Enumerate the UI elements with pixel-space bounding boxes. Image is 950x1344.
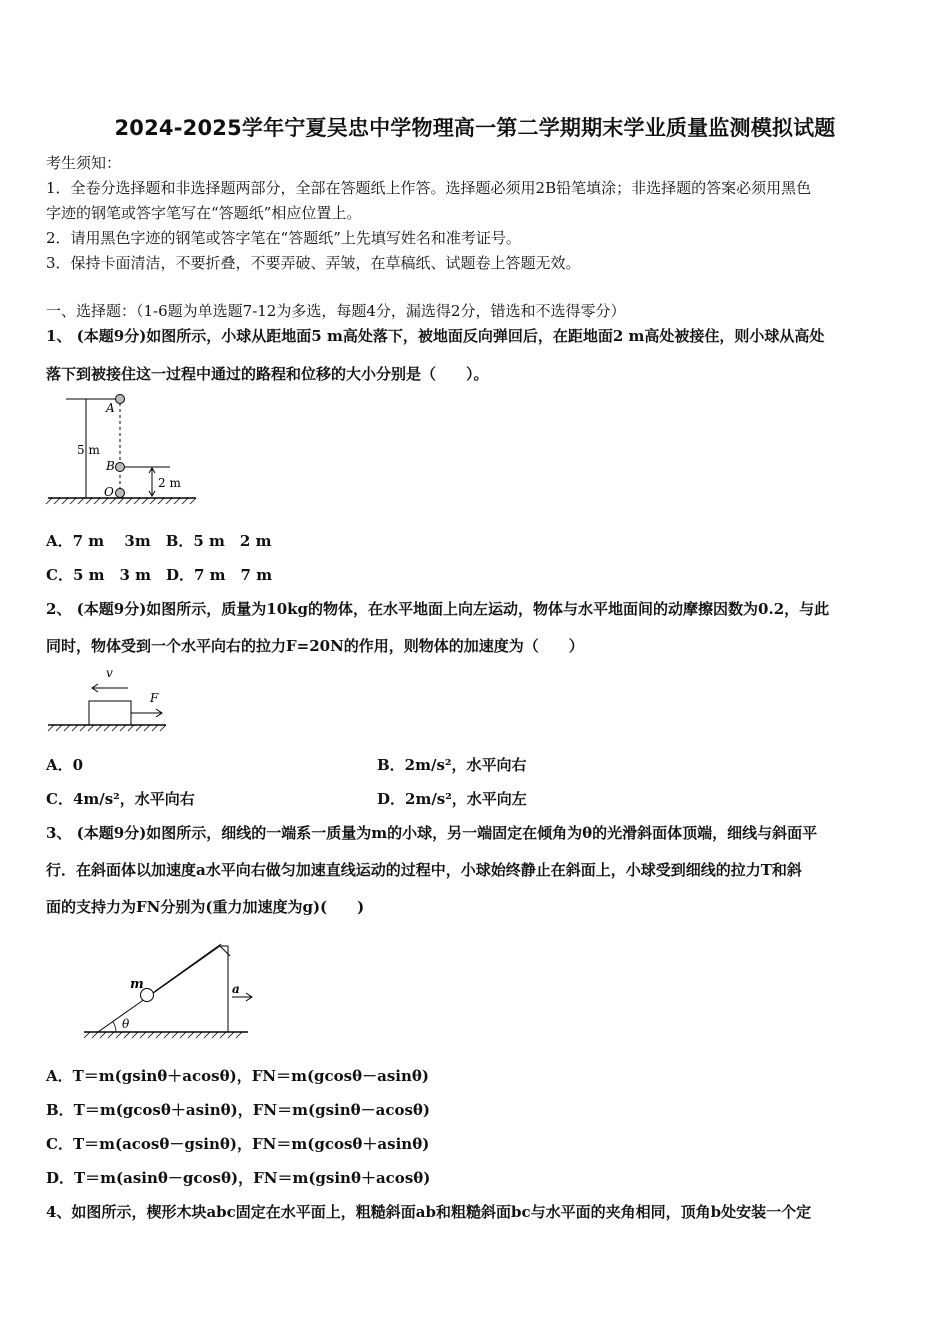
- notice-item: 2．请用黑色字迹的钢笔或答字笔在“答题纸”上先填写姓名和准考证号。: [46, 229, 521, 247]
- q1-text: 1、 (本题9分)如图所示，小球从距地面5 m高处落下，被地面反向弹回后，在距地面2 m高处被接住，则小球从高处: [46, 327, 825, 345]
- q4-text: 4、如图所示，楔形木块abc固定在水平面上，粗糙斜面ab和粗糙斜面bc与水平面的夹角相同，顶角b处安装一个定: [46, 1203, 812, 1221]
- q3-option-c: C．T＝m(acosθ－gsinθ)，FN＝m(gcosθ＋asinθ): [46, 1135, 430, 1153]
- q1-label-b: B: [106, 459, 115, 473]
- q2-option-a: A．0: [46, 756, 84, 774]
- q1-label-a: A: [106, 401, 115, 415]
- q1-label-o: O: [104, 485, 114, 499]
- notice-item: 字迹的钢笔或答字笔写在“答题纸”相应位置上。: [46, 204, 362, 222]
- q3-option-d: D．T＝m(asinθ－gcosθ)，FN＝m(gsinθ＋acosθ): [46, 1169, 431, 1187]
- q3-label-theta: θ: [122, 1017, 130, 1031]
- q2-text: 2、 (本题9分)如图所示，质量为10kg的物体，在水平地面上向左运动，物体与水平地面间的动摩擦因数为0.2，与此: [46, 600, 830, 618]
- notice-item: 3．保持卡面清洁，不要折叠，不要弄破、弄皱，在草稿纸、试题卷上答题无效。: [46, 254, 581, 272]
- q2-option-b: B．2m/s²，水平向右: [377, 756, 527, 774]
- q1-label-2m: 2 m: [158, 476, 181, 490]
- q2-label-v: v: [106, 666, 113, 680]
- q1-text: 落下到被接住这一过程中通过的路程和位移的大小分别是（ ）。: [46, 365, 489, 383]
- q2-text: 同时，物体受到一个水平向右的拉力F=20N的作用，则物体的加速度为（ ）: [46, 637, 584, 655]
- q3-label-a: a: [232, 982, 240, 996]
- q1-label-5m: 5 m: [77, 443, 100, 457]
- q3-option-b: B．T＝m(gcosθ＋asinθ)，FN＝m(gsinθ－acosθ): [46, 1101, 431, 1119]
- q2-option-c: C．4m/s²，水平向右: [46, 790, 195, 808]
- q1-figure: [44, 390, 204, 510]
- q3-text: 面的支持力为FN分别为(重力加速度为g)( ): [46, 898, 365, 916]
- q3-option-a: A．T＝m(gsinθ＋acosθ)，FN＝m(gcosθ－asinθ): [46, 1067, 429, 1085]
- q3-text: 行．在斜面体以加速度a水平向右做匀加速直线运动的过程中，小球始终静止在斜面上，小球受到细线的拉力T和斜: [46, 861, 802, 879]
- q1-options-ab: A．7 m 3m B．5 m 2 m: [46, 532, 272, 550]
- q3-text: 3、 (本题9分)如图所示，细线的一端系一质量为m的小球，另一端固定在倾角为θ的光滑斜面体顶端，细线与斜面平: [46, 824, 818, 842]
- section-heading: 一、选择题：（1-6题为单选题7-12为多选，每题4分，漏选得2分，错选和不选得零分）: [46, 302, 626, 320]
- q1-options-cd: C．5 m 3 m D．7 m 7 m: [46, 566, 273, 584]
- q2-option-d: D．2m/s²，水平向左: [377, 790, 527, 808]
- notice-heading: 考生须知：: [46, 154, 122, 172]
- q2-figure: [44, 662, 174, 737]
- q3-label-m: m: [130, 977, 144, 992]
- page-title: 2024-2025学年宁夏吴忠中学物理高一第二学期期末学业质量监测模拟试题: [114, 116, 836, 140]
- notice-item: 1．全卷分选择题和非选择题两部分，全部在答题纸上作答。选择题必须用2B铅笔填涂；非选择题的答案必须用黑色: [46, 179, 812, 197]
- q2-label-f: F: [150, 691, 159, 705]
- q3-figure: [80, 938, 260, 1048]
